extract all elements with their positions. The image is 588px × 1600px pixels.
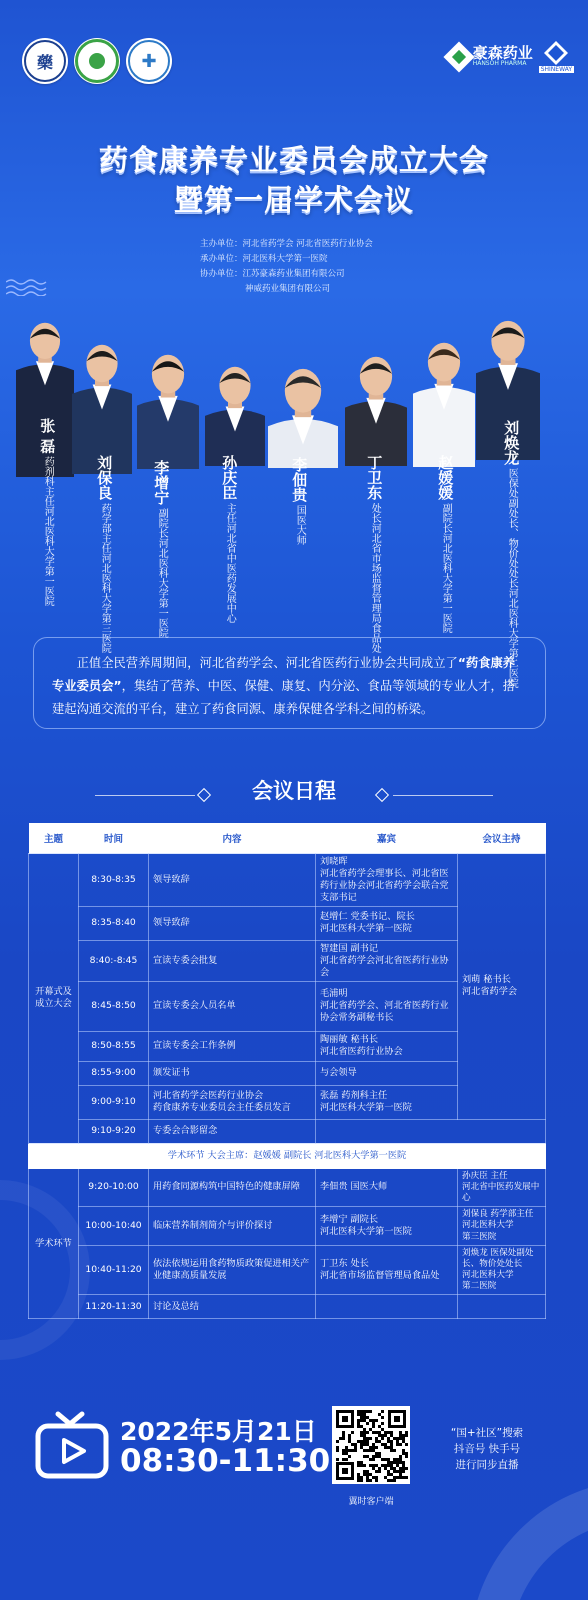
speaker-title: 主任 [224,503,236,524]
event-time: 08:30-11:30 [120,1443,331,1479]
speaker-org: 河北医科大学第三医院 [99,553,111,654]
guest-cell [316,1119,546,1143]
time-cell: 11:20-11:30 [79,1295,149,1319]
time-cell: 9:20-10:00 [79,1168,149,1207]
guest-cell: 李增宁 副院长 河北医科大学第一医院 [316,1207,458,1246]
time-cell: 8:40:-8:45 [79,940,149,981]
speaker-title: 药学部主任 [99,503,111,554]
col-theme: 主题 [29,823,79,854]
speaker-name: 刘焕龙 [502,420,521,465]
live-tv-icon [34,1410,110,1480]
content-cell: 宣读专委会工作条例 [149,1031,316,1061]
host-cell: 刘萌 秘书长 河北省药学会 [458,854,546,1120]
society-logos [22,38,172,84]
speaker-title: 医保处副处长、物价处处长 [506,468,518,589]
title-line1: 药食康养专业委员会成立大会 [98,143,489,177]
agenda-table [28,823,546,1319]
speaker-caption [95,455,112,653]
live-search: “国+社区”搜索 [450,1427,524,1439]
host-cell [458,1295,546,1319]
sponsor-logos [448,40,574,73]
content-cell: 用药食同源构筑中国特色的健康屏障 [149,1168,316,1207]
wave-decoration [6,278,52,296]
speaker-title: 处长 [369,503,381,524]
time-cell: 8:45-8:50 [79,981,149,1031]
live-info [432,1425,542,1473]
organizer-row: 主办单位：河北省药学会 河北省医药行业协会 [200,239,373,249]
intro-text2: ，集结了营养、中医、保健、康复、内分泌、食品等领域的专业人才，搭建起沟通交流的平台，建立了药食同源、康养保健各学科之间的桥梁。 [52,679,516,716]
time-cell: 8:50-8:55 [79,1031,149,1061]
bg-circle [470,1480,588,1600]
host-cell: 刘焕龙 医保处副处长、物价处处长 河北医科大学 第二医院 [458,1245,546,1295]
guest-cell: 赵增仁 党委书记、院长 河北医科大学第一医院 [316,906,458,940]
speaker-photo [268,368,338,468]
table-row [29,1168,546,1207]
academic-chair: 学术环节 大会主席：赵媛媛 副院长 河北医科大学第一医院 [29,1143,546,1168]
content-cell: 讨论及总结 [149,1295,316,1319]
speaker-photo [345,356,407,466]
content-cell: 依法依规运用食药物质政策促进相关产业健康高质量发展 [149,1245,316,1295]
speaker-caption [152,460,169,638]
content-cell: 专委会合影留念 [149,1119,316,1143]
time-cell: 10:40-11:20 [79,1245,149,1295]
assist-row: 协办单位：江苏豪森药业集团有限公司 [200,269,345,279]
speaker-caption [290,457,307,545]
speaker-photo [205,366,265,466]
speaker-caption [365,455,382,653]
intro-box [33,637,546,729]
speaker-photo [413,342,475,467]
pharmacy-society-logo: 藥 [22,38,68,84]
content-cell: 河北省药学会医药行业协会 药食康养专业委员会主任委员发言 [149,1085,316,1119]
guest-cell: 陶丽敏 秘书长 河北省医药行业协会 [316,1031,458,1061]
guest-cell: 毛浦明 河北省药学会、河北省医药行业协会常务副秘书长 [316,981,458,1031]
time-cell: 9:10-9:20 [79,1119,149,1143]
guest-cell: 李佃贵 国医大师 [316,1168,458,1207]
guest-cell: 与会领导 [316,1061,458,1085]
table-row [29,1207,546,1246]
intro-text: 正值全民营养周期间，河北省药学会、河北省医药行业协会共同成立了 [76,656,458,670]
host-cell: 刘保良 药学部主任 河北医科大学 第三医院 [458,1207,546,1246]
speaker-photo [137,354,199,469]
table-row [29,1245,546,1295]
co-organizer-row: 承办单位：河北医科大学第一医院 [200,254,328,264]
time-cell: 8:30-8:35 [79,854,149,907]
table-row [29,1295,546,1319]
event-date: 2022年5月21日 [120,1417,317,1446]
col-host: 会议主持 [458,823,546,854]
hansoh-name: 豪森药业 [472,44,533,62]
assist-row2: 神威药业集团有限公司 [245,284,331,294]
time-cell: 8:55-9:00 [79,1061,149,1085]
shineway-en: SHINEWAY [540,66,572,73]
speaker-title: 国医大师 [294,505,306,546]
medicine-association-logo [74,38,120,84]
guest-cell: 丁卫东 处长 河北省市场监督管理局食品处 [316,1245,458,1295]
content-cell: 领导致辞 [149,854,316,907]
speaker-caption [436,455,453,633]
speaker-org: 河北省市场监督管理局食品处 [369,523,381,654]
speaker-title: 副院长 [156,508,168,539]
content-cell: 宣读专委会批复 [149,940,316,981]
table-row [29,854,546,907]
guest-cell: 刘晓晖 河北省药学会理事长、河北省医药行业协会河北省药学会联合党支部书记 [316,854,458,907]
speaker-caption [38,418,55,606]
hansoh-en: HANSOH PHARMA [472,60,527,67]
speaker-name: 李佃贵 [290,457,309,502]
host-cell: 孙庆臣 主任 河北省中医药发展中心 [458,1168,546,1207]
time-cell: 10:00-10:40 [79,1207,149,1246]
table-row [29,1119,546,1143]
content-cell: 颁发证书 [149,1061,316,1085]
speaker-name: 刘保良 [95,455,114,500]
qr-caption: 翼时客户端 [348,1497,394,1507]
speaker-org: 河北医科大学第一医院 [42,506,54,607]
theme-cell: 学术环节 [29,1168,79,1319]
col-guest: 嘉宾 [316,823,458,854]
content-cell: 领导致辞 [149,906,316,940]
guest-cell: 张磊 药剂科主任 河北医科大学第一医院 [316,1085,458,1119]
time-cell: 9:00-9:10 [79,1085,149,1119]
live-note: 进行同步直播 [455,1459,519,1471]
speaker-name: 张 磊 [38,418,57,454]
hospital-logo: ✚ [126,38,172,84]
time-cell: 8:35-8:40 [79,906,149,940]
content-cell: 宣读专委会人员名单 [149,981,316,1031]
speaker-org: 河北医科大学第二医院 [506,588,518,689]
committee-name: “药食康养专业委员会” [52,656,516,693]
speaker-title: 副院长 [440,503,452,534]
speaker-name: 孙庆臣 [220,455,239,500]
agenda-header [29,823,546,854]
speaker-org: 河北医科大学第一医院 [156,538,168,639]
col-content: 内容 [149,823,316,854]
live-platforms: 抖音号 快手号 [453,1443,521,1455]
content-cell: 临床营养制剂简介与评价探讨 [149,1207,316,1246]
hansoh-logo [448,46,533,68]
guest-cell: 智建国 副书记 河北省药学会河北省医药行业协会 [316,940,458,981]
agenda-title: 会议日程 [252,778,336,803]
speaker-caption [220,455,237,623]
speaker-org: 河北省中医药发展中心 [224,523,236,624]
speaker-org: 河北医科大学第一医院 [440,533,452,634]
theme-cell: 开幕式及成立大会 [29,854,79,1144]
academic-separator [29,1143,546,1168]
speaker-name: 丁卫东 [365,455,384,500]
shineway-logo [539,40,574,73]
title-line2: 暨第一届学术会议 [173,183,414,217]
guest-cell [316,1295,458,1319]
qr-code[interactable] [332,1406,410,1484]
col-time: 时间 [79,823,149,854]
divider-right [393,795,493,796]
speaker-title: 药剂科主任 [42,456,54,507]
speaker-name: 赵媛媛 [436,455,455,500]
speaker-name: 李增宁 [152,460,171,505]
